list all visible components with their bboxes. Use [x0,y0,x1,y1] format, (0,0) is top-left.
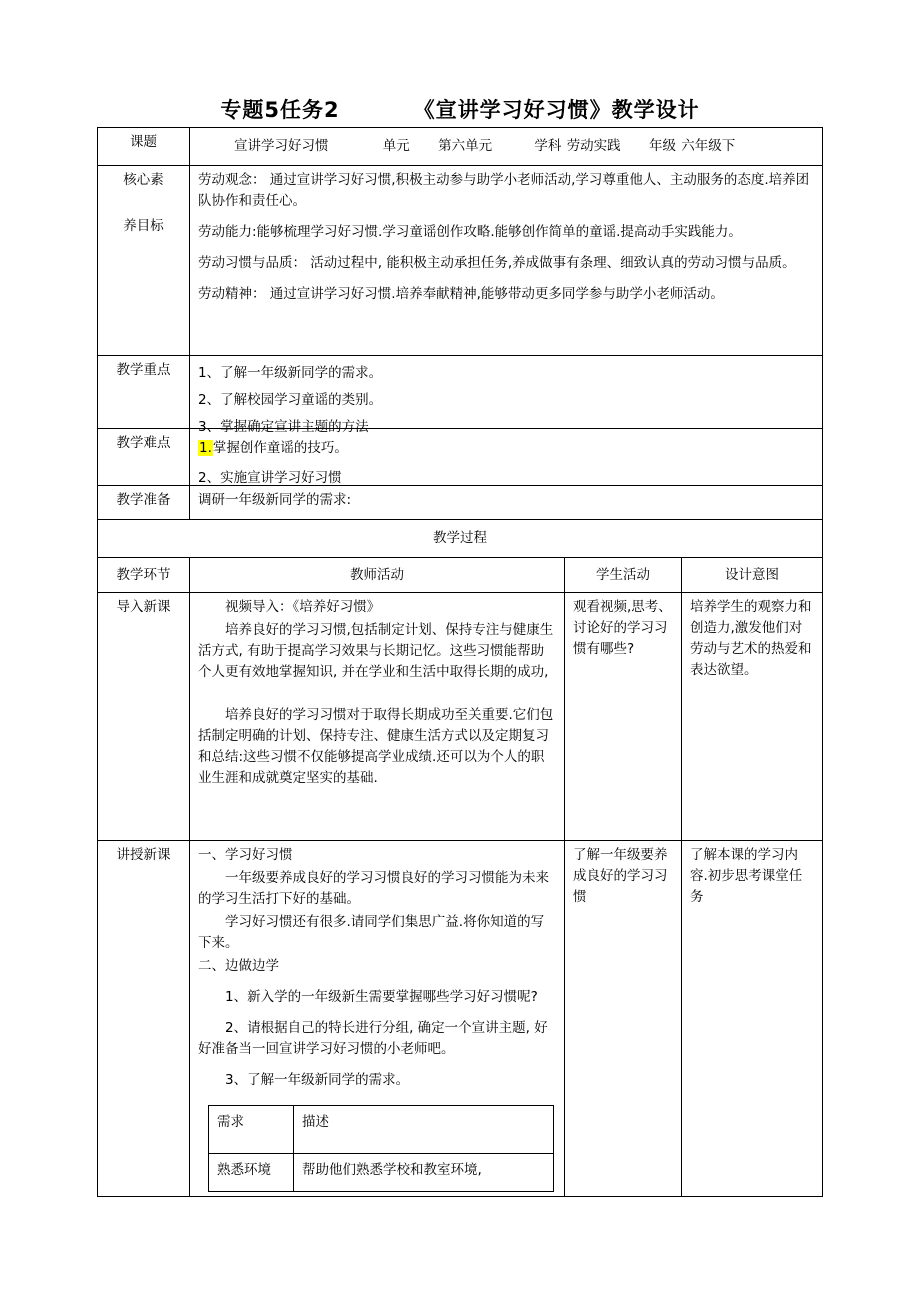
difficulties-row [98,429,823,486]
teach-p1: 一、学习好习惯 [198,847,293,863]
title-lesson: 《宣讲学习好习惯》教学设计 [413,98,700,122]
intro-student-activity: 观看视频,思考、讨论好的学习习惯有哪些? [565,593,682,841]
process-header-row [98,520,823,558]
teach-p6: 2、请根据自己的特长进行分组, 确定一个宣讲主题, 好好准备当一回宣讲学习好习惯的小老师吧。 [198,1020,548,1057]
teach-p2: 一年级要养成良好的学习习惯良好的学习习惯能为未来的学习生活打下好的基础。 [198,870,549,907]
unit-label: 单元 [382,138,410,154]
difficulties-label: 教学难点 [98,429,190,486]
info-row [98,128,823,166]
key-point-2: 2、了解校园学习童谣的类别。 [198,392,383,408]
process-header: 教学过程 [98,520,823,558]
intro-design-intent: 培养学生的观察力和创造力,激发他们对劳动与艺术的热爱和表达欲望。 [682,593,823,841]
intro-teacher-activity [190,593,565,841]
core-literacy-content [190,166,823,356]
key-points-label: 教学重点 [98,356,190,429]
subject-label: 学科 [534,138,562,154]
key-points-row [98,356,823,429]
teach-stage-label: 讲授新课 [98,841,190,1197]
col-header-intent: 设计意图 [682,558,823,593]
teach-student-activity: 了解一年级要养成良好的学习习惯 [565,841,682,1197]
description-cell: 帮助他们熟悉学校和教室环境, [294,1154,554,1192]
highlighted-number: 1. [199,440,212,456]
teach-p5: 1、新入学的一年级新生需要掌握哪些学习好习惯呢? [225,989,538,1005]
preparation-content: 调研一年级新同学的需求: [190,486,823,520]
title-topic: 专题5任务2 [220,98,340,122]
intro-stage-label: 导入新课 [98,593,190,841]
difficulty-2: 2、实施宣讲学习好习惯 [198,470,342,486]
needs-table-header-row [209,1106,554,1154]
intro-teacher-p3: 培养良好的学习习惯对于取得长期成功至关重要.它们包括制定明确的计划、保持专注、健康生活方式以及定期复习和总结:这些习惯不仅能够提高学业成绩.还可以为个人的职业生涯和成就奠定坚实的基础. [198,707,554,786]
col-header-stage: 教学环节 [98,558,190,593]
core-literacy-label: 核心素 养目标 [98,166,190,356]
teach-p4: 二、边做边学 [198,958,279,974]
preparation-row [98,486,823,520]
grade-label: 年级 [648,138,676,154]
info-values [190,128,823,166]
teach-p3: 学习好习惯还有很多.请同学们集思广益.将你知道的写下来。 [198,914,545,951]
grade-value: 六年级下 [681,138,736,154]
needs-table-row [209,1154,554,1192]
core-paragraph-habit: 劳动习惯与品质： 活动过程中, 能积极主动承担任务,养成做事有条理、细致认真的劳动习惯与品质。 [198,255,796,271]
intro-teacher-p1: 视频导入：《培养好习惯》 [225,599,381,615]
column-header-row [98,558,823,593]
key-point-3: 3、掌握确定宣讲主题的方法 [198,419,369,435]
teach-teacher-activity [190,841,565,1197]
intro-teacher-p2: 培养良好的学习习惯,包括制定计划、保持专注与健康生活方式, 有助于提高学习效果与长期记忆。这些习惯能帮助个人更有效地掌握知识, 并在学业和生活中取得长期的成功, [198,622,554,680]
core-literacy-row [98,166,823,356]
lesson-plan-table-wrap [97,127,824,1215]
core-paragraph-ability: 劳动能力:能够梳理学习好习惯.学习童谣创作攻略.能够创作简单的童谣.提高动手实践能力。 [198,224,742,240]
core-paragraph-concept: 劳动观念： 通过宣讲学习好习惯,积极主动参与助学小老师活动,学习尊重他人、主动服务的态度.培养团队协作和责任心。 [198,172,810,209]
key-point-1: 1、了解一年级新同学的需求。 [198,365,383,381]
intro-row [98,593,823,841]
preparation-label: 教学准备 [98,486,190,520]
lesson-plan-table [97,127,823,1197]
teach-row [98,841,823,1197]
col-header-student: 学生活动 [565,558,682,593]
core-paragraph-spirit: 劳动精神： 通过宣讲学习好习惯.培养奉献精神,能够带动更多同学参与助学小老师活动。 [198,286,724,302]
course-title: 宣讲学习好习惯 [234,138,329,154]
teach-design-intent: 了解本课的学习内容.初步思考课堂任务 [682,841,823,1197]
topic-label: 课题 [98,128,190,166]
need-cell: 熟悉环境 [209,1154,294,1192]
needs-table [208,1105,554,1192]
col-header-teacher: 教师活动 [190,558,565,593]
unit-value: 第六单元 [438,138,493,154]
needs-col-header: 需求 [209,1106,294,1154]
difficulties-content [190,429,823,486]
difficulty-1: 1.掌握创作童谣的技巧。 [199,440,348,456]
subject-value: 劳动实践 [566,138,621,154]
key-points-content [190,356,823,435]
teach-p7: 3、了解一年级新同学的需求。 [225,1072,410,1088]
document-title [0,94,920,124]
description-col-header: 描述 [294,1106,554,1154]
